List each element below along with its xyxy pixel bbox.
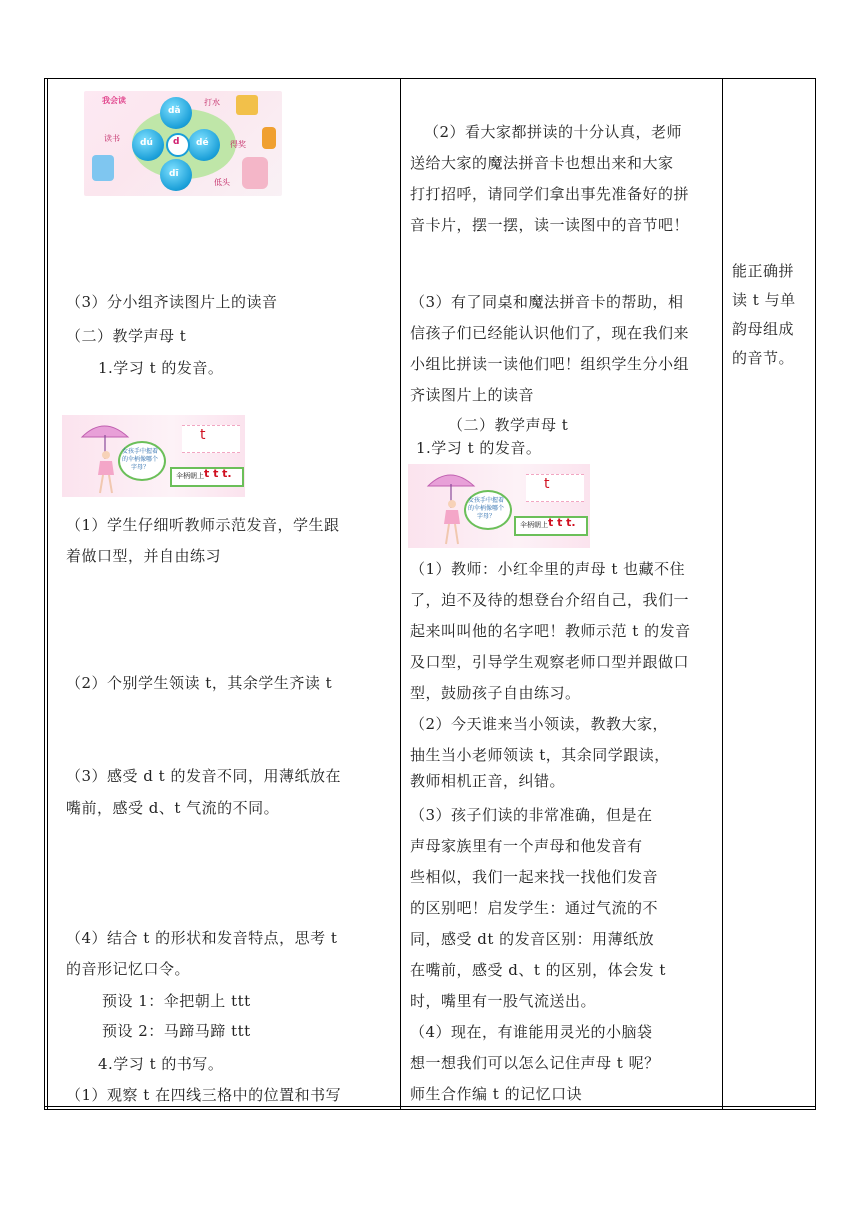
c1-line-3: 1.学习 t 的发音。 <box>98 359 224 377</box>
table-top-border <box>44 78 816 79</box>
c2-e-1: （2）今天谁来当小领读，教教大家， <box>410 715 669 733</box>
column-divider-2 <box>722 78 723 1110</box>
c3-line-3: 韵母组成 <box>732 320 795 338</box>
c2-f-5: 同，感受 dt 的发音区别：用薄纸放 <box>410 930 655 948</box>
c1-line-12: 预设 2：马蹄马蹄 ttt <box>102 1022 251 1040</box>
c2-f-3: 些相似，我们一起来找一找他们发音 <box>410 868 659 886</box>
c1-line-14: （1）观察 t 在四线三格中的位置和书写 <box>66 1086 342 1104</box>
umbrella-girl-image-2 <box>408 464 590 548</box>
c1-line-2: （二）教学声母 t <box>66 327 187 345</box>
petal-label-top: dǎ <box>168 106 181 116</box>
umbrella-handle-label-2: 伞柄朝上 <box>520 521 548 529</box>
c3-line-1: 能正确拼 <box>732 262 795 280</box>
umbrella-handle-label: 伞柄朝上 <box>176 472 204 480</box>
c2-d-1: （1）教师：小红伞里的声母 t 也藏不住 <box>410 560 686 578</box>
c2-f-2: 声母家族里有一个声母和他发音有 <box>410 837 643 855</box>
c2-d-2: 了，迫不及待的想登台介绍自己，我们一 <box>410 591 690 609</box>
table-bottom-border <box>44 1106 816 1107</box>
c2-e-3: 教师相机正音，纠错。 <box>410 772 566 790</box>
c2-f-7: 时，嘴里有一股气流送出。 <box>410 992 597 1010</box>
c2-e-2: 抽生当小老师领读 t，其余同学跟读， <box>410 746 670 764</box>
word-label-ditou: 低头 <box>214 178 230 187</box>
petal-label-left: dú <box>140 138 153 148</box>
c2-g-3: 师生合作编 t 的记忆口诀 <box>410 1085 583 1103</box>
c2-f-4: 的区别吧！启发学生：通过气流的不 <box>410 899 659 917</box>
picture-girl <box>242 157 268 189</box>
c1-line-11: 预设 1：伞把朝上 ttt <box>102 992 251 1010</box>
c3-line-2: 读 t 与单 <box>732 291 796 309</box>
c1-line-5: 着做口型，并自由练习 <box>66 547 222 565</box>
picture-trophy <box>262 127 276 149</box>
umbrella-handle-letters-2: t t t. <box>548 516 576 529</box>
c1-line-13: 4.学习 t 的书写。 <box>98 1055 224 1073</box>
c2-f-1: （3）孩子们读的非常准确，但是在 <box>410 806 653 824</box>
c2-a-2: 送给大家的魔法拼音卡也想出来和大家 <box>410 154 674 172</box>
c1-line-6: （2）个别学生领读 t，其余学生齐读 t <box>66 674 333 692</box>
four-line-grid <box>182 425 240 453</box>
c2-f-6: 在嘴前，感受 d、t 的区别，体会发 t <box>410 961 666 979</box>
c3-line-4: 的音节。 <box>732 349 795 367</box>
flower-center-letter: d <box>173 137 180 147</box>
c2-a-1: （2）看大家都拼读的十分认真，老师 <box>424 123 683 141</box>
word-label-dushu: 读书 <box>104 134 120 143</box>
picture-book-child <box>92 155 114 181</box>
c2-b-4: 齐读图片上的读音 <box>410 386 535 404</box>
c1-line-7: （3）感受 d t 的发音不同，用薄纸放在 <box>66 767 341 785</box>
c2-b-2: 信孩子们已经能认识他们了，现在我们来 <box>410 324 690 342</box>
grid-letter-t-2: t <box>544 476 550 492</box>
word-label-dashui: 打水 <box>204 98 220 107</box>
c2-b-1: （3）有了同桌和魔法拼音卡的帮助，相 <box>410 293 684 311</box>
question-bubble-text-2: 女孩手中握着的伞柄像哪个字母？ <box>468 497 505 520</box>
pinyin-flower-image <box>84 91 282 196</box>
column-divider-1 <box>400 78 401 1110</box>
question-bubble-text: 女孩手中握着的伞柄像哪个字母？ <box>122 448 159 471</box>
c2-g-1: （4）现在，有谁能用灵光的小脑袋 <box>410 1023 653 1041</box>
c2-d-3: 起来叫叫他的名字吧！教师示范 t 的发音 <box>410 622 691 640</box>
umbrella-handle-letters: t t t. <box>204 467 232 480</box>
table-left-border <box>44 78 45 1110</box>
c2-d-4: 及口型，引导学生观察老师口型并跟做口 <box>410 653 690 671</box>
grid-letter-t: t <box>200 427 206 443</box>
table-right-border <box>815 78 816 1110</box>
word-label-dejiang: 得奖 <box>230 140 246 149</box>
petal-label-right: dé <box>196 138 209 148</box>
table-left-border-inner <box>47 78 48 1110</box>
c2-a-3: 打打招呼，请同学们拿出事先准备好的拼 <box>410 185 690 203</box>
image-title: 我会读 <box>102 96 126 105</box>
petal-label-bottom: dī <box>169 169 179 179</box>
c1-line-8: 嘴前，感受 d、t 气流的不同。 <box>66 799 280 817</box>
c2-g-2: 想一想我们可以怎么记住声母 t 呢？ <box>410 1054 660 1072</box>
c1-line-1: （3）分小组齐读图片上的读音 <box>66 293 278 311</box>
four-line-grid-2 <box>526 474 584 502</box>
umbrella-girl-image <box>62 415 245 497</box>
c1-line-9: （4）结合 t 的形状和发音特点，思考 t <box>66 929 338 947</box>
c1-line-4: （1）学生仔细听教师示范发音，学生跟 <box>66 516 340 534</box>
c2-b-3: 小组比拼读一读他们吧！组织学生分小组 <box>410 355 690 373</box>
c2-d-5: 型，鼓励孩子自由练习。 <box>410 684 581 702</box>
c2-a-4: 音卡片，摆一摆，读一读图中的音节吧！ <box>410 216 690 234</box>
c2-c-1: （二）教学声母 t <box>448 416 569 434</box>
table-bottom-border-inner <box>44 1109 816 1110</box>
c2-c-2: 1.学习 t 的发音。 <box>416 439 542 457</box>
picture-bucket <box>236 95 258 115</box>
c1-line-10: 的音形记忆口令。 <box>66 960 191 978</box>
